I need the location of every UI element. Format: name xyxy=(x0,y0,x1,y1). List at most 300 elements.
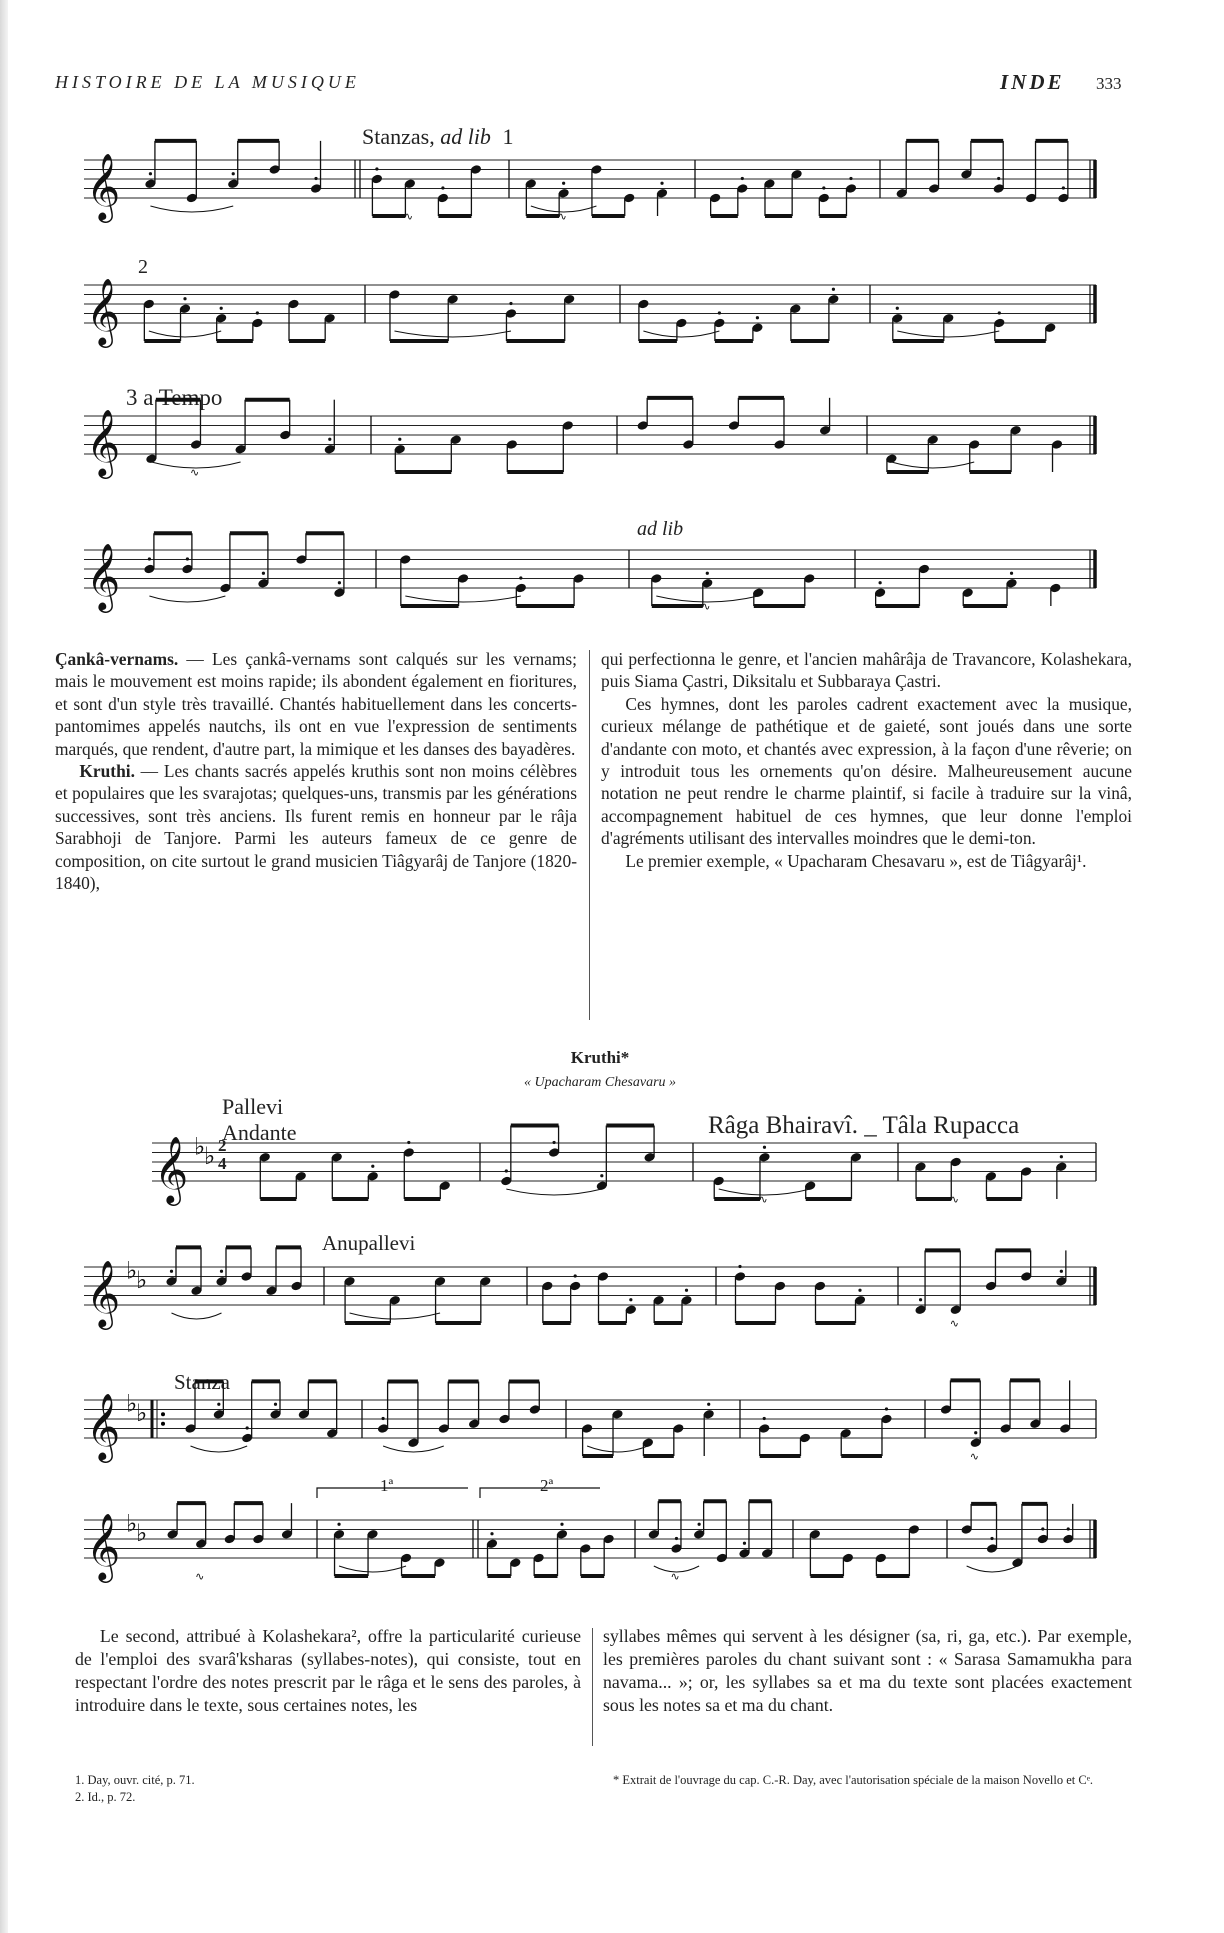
note-head xyxy=(333,587,345,598)
flat-sign-icon: ♭ xyxy=(136,1265,148,1294)
flat-sign-icon: ♭ xyxy=(136,1398,148,1427)
note-head xyxy=(962,587,974,598)
slur xyxy=(587,1446,648,1452)
staccato-dot xyxy=(718,311,721,314)
note-head xyxy=(773,439,785,450)
note-head xyxy=(143,299,155,310)
note-head xyxy=(479,1276,491,1287)
mordent-icon: ∿ xyxy=(949,1193,959,1206)
note-head xyxy=(774,1281,786,1292)
note-head xyxy=(874,587,886,598)
note-head xyxy=(224,1534,236,1545)
note-head xyxy=(532,1553,544,1564)
staccato-dot xyxy=(220,1270,223,1273)
note-head xyxy=(181,564,193,575)
staccato-dot xyxy=(896,307,899,310)
note-head xyxy=(752,587,764,598)
slur xyxy=(654,1566,699,1572)
note-head xyxy=(672,1423,684,1434)
note-head xyxy=(563,294,575,305)
staccato-dot xyxy=(170,1270,173,1273)
staccato-dot xyxy=(743,1542,746,1545)
score-label-stanza: Stanza xyxy=(174,1370,230,1394)
staccato-dot xyxy=(660,182,663,185)
staccato-dot xyxy=(148,557,151,560)
note-head xyxy=(656,188,668,199)
running-header-title: HISTOIRE DE LA MUSIQUE xyxy=(55,72,360,92)
note-head xyxy=(279,430,291,441)
paragraph-first-example: Le premier exemple, « Upacharam Chesavaru », est de Tiâgyarâj¹. xyxy=(625,850,1087,871)
note-head xyxy=(227,178,239,189)
note-head xyxy=(908,1524,920,1535)
note-head xyxy=(751,322,763,333)
note-head xyxy=(675,318,687,329)
note-head xyxy=(213,1409,225,1420)
staccato-dot xyxy=(698,1523,701,1526)
staccato-dot xyxy=(707,1403,710,1406)
note-head xyxy=(763,178,775,189)
note-head xyxy=(287,299,299,310)
note-head xyxy=(234,444,246,455)
note-head xyxy=(693,1529,705,1540)
note-head xyxy=(1020,1166,1032,1177)
note-head xyxy=(166,1529,178,1540)
paragraph-continuation: qui perfectionna le genre, et l'ancien mahârâja de Travancore, Kolashekara, puis Siama Çastri, Diksitalu et Subbaraya Çastri. xyxy=(601,649,1132,692)
note-head xyxy=(195,1538,207,1549)
staccato-dot xyxy=(919,1298,922,1301)
note-head xyxy=(437,193,449,204)
slur xyxy=(149,596,225,602)
note-head xyxy=(809,1529,821,1540)
note-head xyxy=(950,1157,962,1168)
note-head xyxy=(611,1409,623,1420)
slur xyxy=(719,1189,811,1195)
treble-clef-icon: 𝄞 xyxy=(86,152,121,220)
note-head xyxy=(281,1529,293,1540)
note-head xyxy=(761,1548,773,1559)
music-staff xyxy=(84,141,1096,223)
note-head xyxy=(814,1281,826,1292)
note-head xyxy=(682,439,694,450)
note-head xyxy=(895,188,907,199)
note-head xyxy=(1009,425,1021,436)
slur xyxy=(350,1313,441,1319)
note-head xyxy=(928,183,940,194)
note-head xyxy=(144,178,156,189)
score-label-anupallevi: Anupallevi xyxy=(322,1231,416,1255)
note-head xyxy=(850,1152,862,1163)
slur xyxy=(506,1189,602,1195)
note-head xyxy=(652,1295,664,1306)
slur xyxy=(150,206,233,212)
note-head xyxy=(447,294,459,305)
staccato-dot xyxy=(832,288,835,291)
note-head xyxy=(367,1171,379,1182)
staccato-dot xyxy=(879,581,882,584)
note-head xyxy=(728,420,740,431)
note-head xyxy=(215,1276,227,1287)
note-head xyxy=(1005,578,1017,589)
note-head xyxy=(579,1543,591,1554)
note-head xyxy=(914,1304,926,1315)
note-head xyxy=(985,1281,997,1292)
music-staff xyxy=(84,533,1096,613)
note-head xyxy=(581,1423,593,1434)
staccato-dot xyxy=(849,177,852,180)
note-head xyxy=(885,453,897,464)
staccato-dot xyxy=(220,307,223,310)
note-head xyxy=(388,289,400,300)
note-head xyxy=(1049,583,1061,594)
note-head xyxy=(295,1171,307,1182)
note-head xyxy=(562,420,574,431)
note-head xyxy=(505,308,517,319)
staccato-dot xyxy=(1060,1155,1063,1158)
staccato-dot xyxy=(519,576,522,579)
note-head xyxy=(637,299,649,310)
staccato-dot xyxy=(256,311,259,314)
score-label-stanzas: Stanzas, ad lib 1 xyxy=(362,124,514,149)
note-head xyxy=(875,1553,887,1564)
note-head xyxy=(950,1304,962,1315)
note-head xyxy=(257,578,269,589)
note-head xyxy=(468,1418,480,1429)
treble-clef-icon: 𝄞 xyxy=(86,1512,121,1580)
note-head xyxy=(970,1437,982,1448)
slur xyxy=(191,1446,248,1452)
note-head xyxy=(450,434,462,445)
score-label-tempo: 3 a Tempo xyxy=(126,385,223,410)
staccato-dot xyxy=(314,177,317,180)
slur xyxy=(643,331,719,337)
note-head xyxy=(404,178,416,189)
staccato-dot xyxy=(274,1403,277,1406)
staccato-dot xyxy=(974,1431,977,1434)
note-head xyxy=(985,1171,997,1182)
staccato-dot xyxy=(149,172,152,175)
note-head xyxy=(623,193,635,204)
paragraph-cankavernams: Çankâ-vernams. — Les çankâ-vernams sont calqués sur les vernams; mais le mouvement est moins rapide; ils abondent également en fioritures, et sont d'un style très travaillé. Chantés habituellement dans les concerts-pantomimes appelés nautchs, ils ont en vue l'expression de sentiments marqués, que rendent, d'autre part, la mimique et les danses des bayadères. xyxy=(55,649,577,759)
note-head xyxy=(515,583,527,594)
staccato-dot xyxy=(675,1537,678,1540)
staccato-dot xyxy=(990,1537,993,1540)
note-head xyxy=(145,453,157,464)
slur xyxy=(149,331,221,337)
note-head xyxy=(265,1285,277,1296)
note-head xyxy=(331,1152,343,1163)
note-head xyxy=(1057,193,1069,204)
treble-clef-icon: 𝄞 xyxy=(86,542,121,610)
note-head xyxy=(758,1152,770,1163)
note-head xyxy=(648,1529,660,1540)
note-head xyxy=(179,303,191,314)
treble-clef-icon: 𝄞 xyxy=(86,408,121,476)
staccato-dot xyxy=(328,438,331,441)
note-head xyxy=(803,573,815,584)
note-head xyxy=(840,1428,852,1439)
note-head xyxy=(470,164,482,175)
note-head xyxy=(268,164,280,175)
flat-sign-icon: ♭ xyxy=(136,1518,148,1547)
staccato-dot xyxy=(763,1417,766,1420)
note-head xyxy=(165,1276,177,1287)
flat-sign-icon: ♭ xyxy=(126,1509,138,1538)
staccato-dot xyxy=(441,186,444,189)
staccato-dot xyxy=(375,167,378,170)
mordent-icon: ∿ xyxy=(195,1570,205,1583)
note-head xyxy=(789,303,801,314)
note-head xyxy=(927,434,939,445)
staccato-dot xyxy=(562,182,565,185)
note-head xyxy=(457,573,469,584)
note-head xyxy=(790,169,802,180)
staccato-dot xyxy=(998,311,1001,314)
note-head xyxy=(407,1437,419,1448)
note-head xyxy=(680,1295,692,1306)
note-head xyxy=(186,193,198,204)
staccato-dot xyxy=(398,438,401,441)
note-head xyxy=(290,1281,302,1292)
mordent-icon: ∿ xyxy=(403,210,414,223)
note-head xyxy=(819,425,831,436)
text-column-right-1 xyxy=(601,648,1132,872)
note-head xyxy=(709,193,721,204)
note-head xyxy=(399,554,411,565)
note-head xyxy=(716,1553,728,1564)
note-head xyxy=(400,1553,412,1564)
text-column-left-1 xyxy=(55,648,577,894)
staccato-dot xyxy=(371,1165,374,1168)
note-head xyxy=(190,439,202,450)
text-column-left-2 xyxy=(75,1625,581,1717)
paragraph-hymns: Ces hymnes, dont les paroles cadrent exactement avec la musique, curieux mélange de pathétique et de gaieté, sont joués dans une sorte d'andante con moto, et chantés avec expression, à la façon d'une rêverie; on y introduit tous les ornements qu'on désire. Malheureusement aucune notation ne peut rendre le charme plaintif, si facile à traduire sur la vinâ, accompagnement habituel de ces hymnes, que leur donne l'emploi d'agréments utilisant des intervalles moindres que le demi-ton. xyxy=(601,693,1132,849)
repeat-dot xyxy=(161,1412,165,1416)
note-head xyxy=(190,1285,202,1296)
note-head xyxy=(434,1276,446,1287)
staccato-dot xyxy=(1067,1527,1070,1530)
staccato-dot xyxy=(337,1523,340,1526)
note-head xyxy=(650,573,662,584)
slur xyxy=(151,462,240,468)
note-head xyxy=(1011,1557,1023,1568)
note-head xyxy=(1055,1161,1067,1172)
note-head xyxy=(371,174,383,185)
staccato-dot xyxy=(997,177,1000,180)
note-head xyxy=(942,313,954,324)
page-binding-edge xyxy=(0,0,8,1933)
time-signature-bottom: 4 xyxy=(218,1154,227,1173)
kruthi-subtitle: « Upacharam Chesavaru » xyxy=(523,1075,677,1090)
note-head xyxy=(295,554,307,565)
note-head xyxy=(324,444,336,455)
staccato-dot xyxy=(600,1174,603,1177)
staccato-dot xyxy=(217,1403,220,1406)
note-head xyxy=(529,1404,541,1415)
staccato-dot xyxy=(186,557,189,560)
staccato-dot xyxy=(246,1426,249,1429)
note-head xyxy=(999,1423,1011,1434)
note-head xyxy=(143,564,155,575)
staccato-dot xyxy=(1041,1527,1044,1530)
note-head xyxy=(298,1409,310,1420)
note-head xyxy=(992,183,1004,194)
score-label-adlib: ad lib xyxy=(637,518,684,540)
note-head xyxy=(438,1423,450,1434)
staccato-dot xyxy=(741,177,744,180)
running-header-section: INDE xyxy=(1000,70,1065,94)
note-head xyxy=(569,1281,581,1292)
slur xyxy=(897,331,999,337)
note-head xyxy=(219,583,231,594)
treble-clef-icon: 𝄞 xyxy=(86,1392,121,1460)
note-head xyxy=(625,1304,637,1315)
note-head xyxy=(343,1276,355,1287)
staccato-dot xyxy=(382,1417,385,1420)
flat-sign-icon: ♭ xyxy=(204,1141,216,1170)
music-staff xyxy=(84,1247,1096,1330)
mordent-icon: ∿ xyxy=(557,210,567,223)
staccato-dot xyxy=(490,1532,493,1535)
note-head xyxy=(670,1543,682,1554)
note-head xyxy=(241,1433,253,1444)
note-head xyxy=(636,420,648,431)
note-head xyxy=(323,313,335,324)
footnote-1: 1. Day, ouvr. cité, p. 71. xyxy=(75,1773,195,1787)
flat-sign-icon: ♭ xyxy=(126,1389,138,1418)
slur xyxy=(383,1446,444,1452)
note-head xyxy=(1059,1423,1071,1434)
note-head xyxy=(326,1428,338,1439)
note-head xyxy=(506,439,518,450)
note-head xyxy=(366,1529,378,1540)
note-head xyxy=(713,318,725,329)
note-head xyxy=(240,1271,252,1282)
note-head xyxy=(1051,439,1063,450)
slur xyxy=(172,1313,222,1319)
note-head xyxy=(880,1414,892,1425)
staccato-dot xyxy=(262,572,265,575)
slur xyxy=(656,596,758,602)
note-head xyxy=(215,313,227,324)
note-head xyxy=(500,1176,512,1187)
staccato-dot xyxy=(1060,1270,1063,1273)
staccato-dot xyxy=(509,302,512,305)
note-head xyxy=(1055,1276,1067,1287)
note-head xyxy=(541,1281,553,1292)
note-head xyxy=(389,1295,401,1306)
staccato-dot xyxy=(885,1407,888,1410)
treble-clef-icon: 𝄞 xyxy=(86,1259,121,1327)
staccato-dot xyxy=(1062,186,1065,189)
note-head xyxy=(333,1529,345,1540)
music-staff xyxy=(84,277,1096,348)
note-head xyxy=(596,1180,608,1191)
staccato-dot xyxy=(407,1141,410,1144)
note-head xyxy=(602,1534,614,1545)
note-head xyxy=(1037,1534,1049,1545)
note-head xyxy=(498,1414,510,1425)
note-head xyxy=(643,1152,655,1163)
note-head xyxy=(993,318,1005,329)
music-staff xyxy=(84,1380,1096,1463)
music-staff xyxy=(84,1501,1096,1583)
note-head xyxy=(597,1271,609,1282)
note-head xyxy=(548,1147,560,1158)
note-head xyxy=(818,193,830,204)
note-head xyxy=(394,444,406,455)
paragraph-second-example: Le second, attribué à Kolashekara², offre la particularité curieuse de l'emploi des svarâ'ksharas (syllabes-notes), qui consiste, tout en respectant l'ordre des notes prescrit par le râga et le sens des paroles, à introduire dans le texte, sous certaines notes, les xyxy=(75,1626,581,1715)
text-column-right-2 xyxy=(603,1625,1132,1717)
staccato-dot xyxy=(574,1274,577,1277)
note-head xyxy=(184,1423,196,1434)
note-head xyxy=(845,183,857,194)
staccato-dot xyxy=(629,1298,632,1301)
flat-sign-icon: ♭ xyxy=(194,1132,206,1161)
note-head xyxy=(403,1147,415,1158)
staccato-dot xyxy=(822,186,825,189)
paragraph-kruthi: Kruthi. — Les chants sacrés appelés kruthis sont non moins célèbres et populaires que les svarajotas; quelques-uns, transmis par les générations successives, sont très anciens. Ils furent remis en honneur par le râja Sarabhoji de Tanjore. Parmi les auteurs fameux de ce genre de composition, on cite surtout le grand musicien Tiâgyarâj de Tanjore (1820-1840), xyxy=(55,761,577,894)
note-head xyxy=(252,1534,264,1545)
note-head xyxy=(525,178,537,189)
page-number: 333 xyxy=(1096,74,1122,93)
staccato-dot xyxy=(560,1523,563,1526)
note-head xyxy=(758,1423,770,1434)
staccato-dot xyxy=(183,297,186,300)
note-head xyxy=(1029,1418,1041,1429)
mordent-icon: ∿ xyxy=(701,600,711,613)
note-head xyxy=(433,1557,445,1568)
mordent-icon: ∿ xyxy=(670,1570,680,1583)
slur xyxy=(394,331,511,337)
mordent-icon: ∿ xyxy=(189,466,200,479)
slur xyxy=(891,462,974,468)
note-head xyxy=(960,169,972,180)
note-head xyxy=(804,1180,816,1191)
note-head xyxy=(509,1557,521,1568)
score-label-pallevi: Pallevi xyxy=(222,1094,284,1119)
note-head xyxy=(1062,1534,1074,1545)
note-head xyxy=(827,294,839,305)
slur xyxy=(531,206,597,212)
note-head xyxy=(557,188,569,199)
note-head xyxy=(1044,322,1056,333)
note-head xyxy=(713,1176,725,1187)
note-head xyxy=(269,1409,281,1420)
note-head xyxy=(702,1409,714,1420)
note-head xyxy=(1025,193,1037,204)
note-head xyxy=(590,164,602,175)
staccato-dot xyxy=(1010,572,1013,575)
note-head xyxy=(701,578,713,589)
treble-clef-icon: 𝄞 xyxy=(86,277,121,345)
note-head xyxy=(968,439,980,450)
note-head xyxy=(377,1423,389,1434)
note-head xyxy=(914,1161,926,1172)
staccato-dot xyxy=(756,316,759,319)
note-head xyxy=(556,1529,568,1540)
time-signature-top: 2 xyxy=(218,1136,227,1155)
note-head xyxy=(259,1152,271,1163)
note-head xyxy=(854,1295,866,1306)
flat-sign-icon: ♭ xyxy=(126,1256,138,1285)
slur xyxy=(339,1566,406,1572)
slur xyxy=(967,1566,1018,1572)
note-head xyxy=(918,564,930,575)
note-head xyxy=(251,318,263,329)
note-head xyxy=(572,573,584,584)
staccato-dot xyxy=(706,572,709,575)
staccato-dot xyxy=(738,1265,741,1268)
